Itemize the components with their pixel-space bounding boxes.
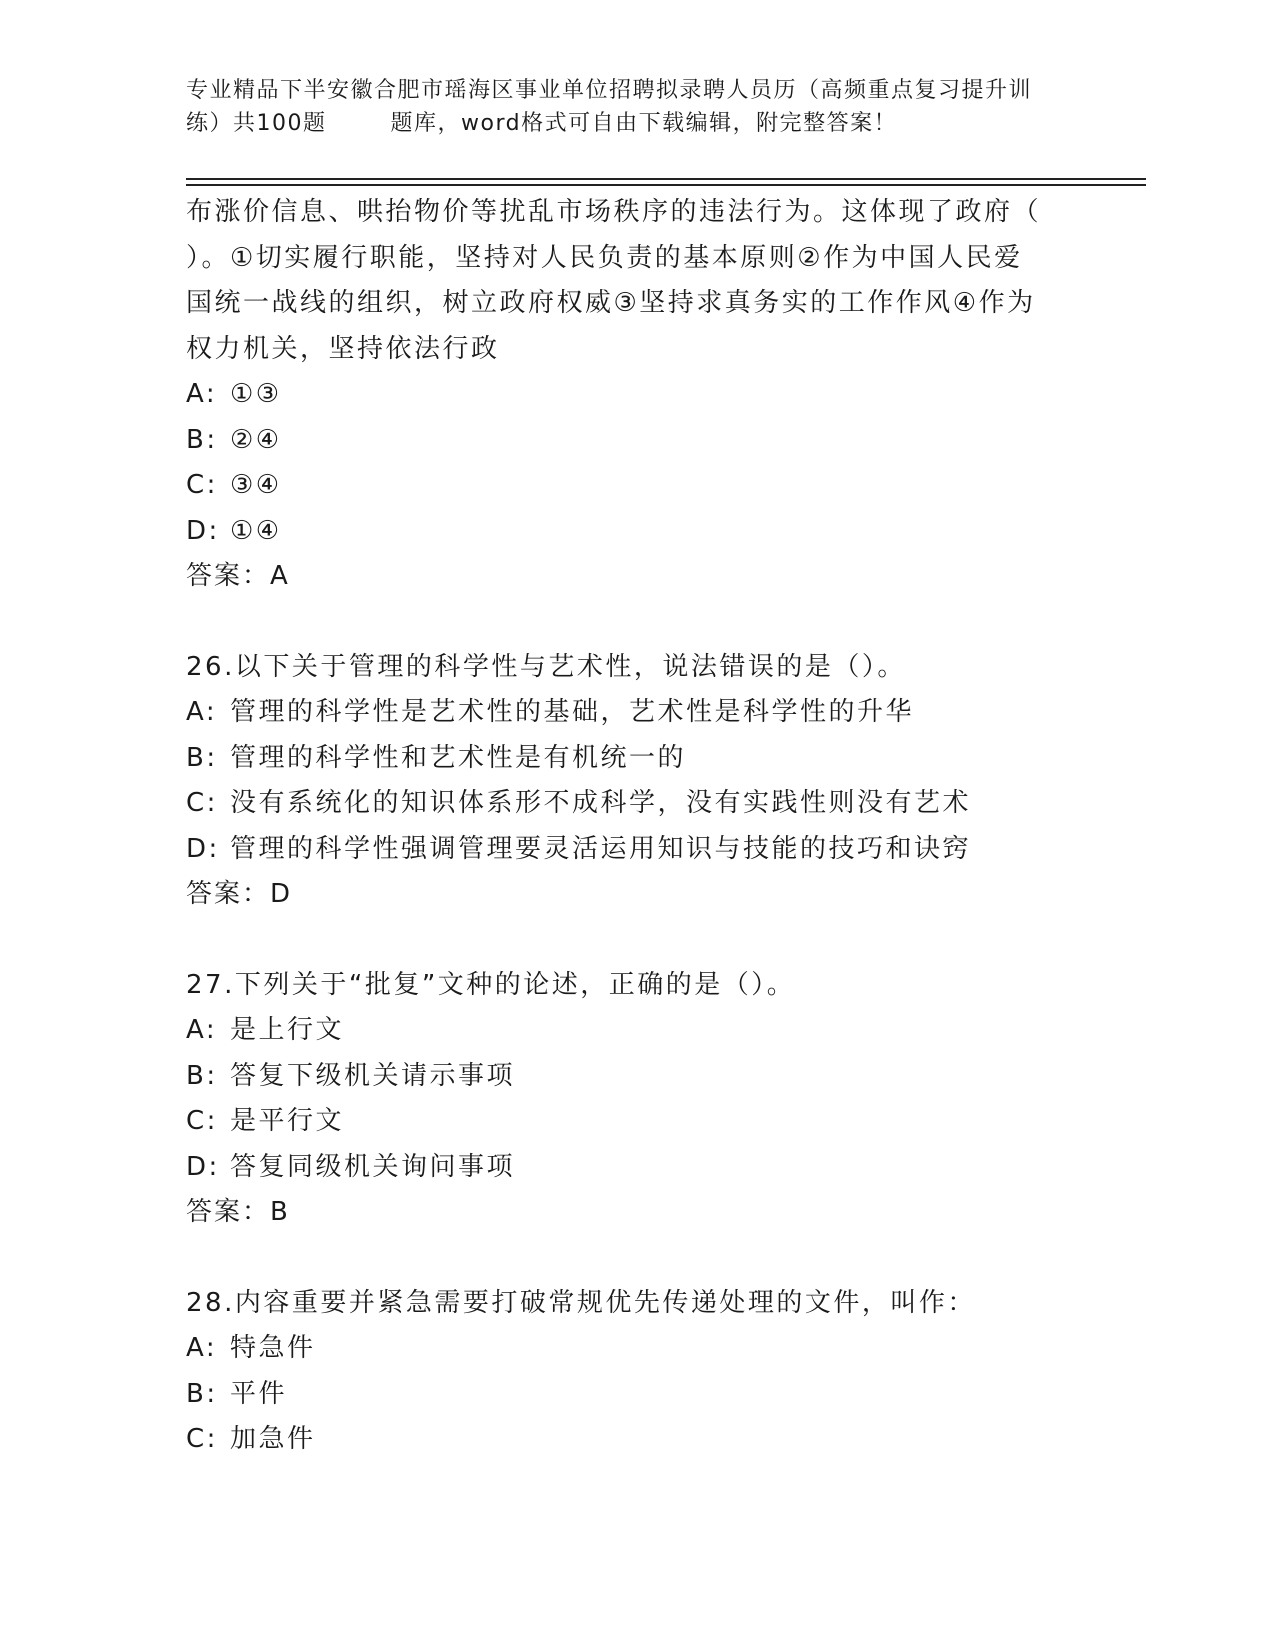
question-27 — [186, 963, 1066, 1236]
option-label: A: — [186, 697, 218, 727]
option-text: 加急件 — [230, 1424, 316, 1454]
option-label: A: — [186, 1015, 218, 1045]
option-a — [186, 1008, 1066, 1054]
question-text-line: 布涨价信息、哄抬物价等扰乱市场秩序的违法行为。这体现了政府（ — [186, 197, 1042, 227]
option-text: 管理的科学性强调管理要灵活运用知识与技能的技巧和诀窍 — [230, 833, 972, 864]
option-label: C: — [186, 788, 218, 818]
question-26 — [186, 645, 1066, 918]
option-text: 管理的科学性是艺术性的基础，艺术性是科学性的升华 — [230, 697, 915, 727]
header-count: 练）共100题 — [186, 111, 327, 136]
question-text-line: 国统一战线的组织，树立政府权威③坚持求真务实的工作作风④作为 — [186, 288, 1036, 318]
option-b — [186, 736, 1066, 782]
option-text: 答复下级机关请示事项 — [230, 1060, 516, 1091]
header-divider-top — [186, 178, 1146, 180]
option-text: 是上行文 — [230, 1015, 345, 1045]
option-label: A: — [186, 1333, 218, 1363]
option-label: B: — [186, 742, 218, 773]
question-text-line: 权力机关，坚持依法行政 — [186, 333, 500, 364]
option-a — [186, 372, 1066, 418]
question-text: 28.内容重要并紧急需要打破常规优先传递处理的文件，叫作： — [186, 1287, 976, 1318]
option-c — [186, 1417, 1066, 1463]
header-line-1: 专业精品下半安徽合肥市瑶海区事业单位招聘拟录聘人员历（高频重点复习提升训 — [186, 78, 1033, 103]
option-c — [186, 781, 1066, 827]
answer: 答案：B — [186, 1197, 290, 1227]
option-text: 没有系统化的知识体系形不成科学，没有实践性则没有艺术 — [230, 788, 972, 818]
option-label: D: — [186, 515, 220, 546]
option-a — [186, 690, 1066, 736]
option-label: B: — [186, 424, 218, 455]
option-text: 是平行文 — [230, 1106, 345, 1136]
option-b — [186, 1372, 1066, 1418]
option-d — [186, 1145, 1066, 1191]
option-a — [186, 1326, 1066, 1372]
option-text: ①③ — [230, 379, 282, 409]
option-b — [186, 418, 1066, 464]
page-header — [186, 74, 1086, 140]
question-25 — [186, 190, 1066, 600]
question-text: 27.下列关于“批复”文种的论述，正确的是（）。 — [186, 969, 796, 1000]
option-label: C: — [186, 1424, 218, 1454]
option-text: ②④ — [230, 424, 282, 455]
header-line-2 — [186, 107, 1086, 140]
option-d — [186, 509, 1066, 555]
answer: 答案：A — [186, 561, 290, 591]
option-label: B: — [186, 1378, 218, 1409]
option-text: ①④ — [230, 515, 282, 546]
option-c — [186, 1099, 1066, 1145]
option-text: 管理的科学性和艺术性是有机统一的 — [230, 742, 687, 773]
spacer — [186, 1236, 1066, 1281]
option-text: 特急件 — [230, 1333, 316, 1363]
spacer — [186, 918, 1066, 963]
header-divider-bottom — [186, 184, 1146, 186]
answer: 答案：D — [186, 879, 293, 909]
option-label: D: — [186, 833, 220, 864]
question-text-line: ）。①切实履行职能，坚持对人民负责的基本原则②作为中国人民爱 — [186, 242, 1023, 273]
question-28 — [186, 1281, 1066, 1463]
option-text: 答复同级机关询问事项 — [230, 1151, 516, 1182]
option-label: B: — [186, 1060, 218, 1091]
header-description: 题库，word格式可自由下载编辑，附完整答案！ — [390, 111, 898, 136]
option-label: C: — [186, 1106, 218, 1136]
option-b — [186, 1054, 1066, 1100]
option-label: A: — [186, 379, 218, 409]
option-text: ③④ — [230, 470, 282, 500]
option-c — [186, 463, 1066, 509]
spacer — [186, 600, 1066, 645]
option-label: D: — [186, 1151, 220, 1182]
question-text: 26.以下关于管理的科学性与艺术性，说法错误的是（）。 — [186, 651, 906, 682]
option-text: 平件 — [230, 1378, 288, 1409]
option-label: C: — [186, 470, 218, 500]
document-body — [186, 190, 1066, 1463]
option-d — [186, 827, 1066, 873]
